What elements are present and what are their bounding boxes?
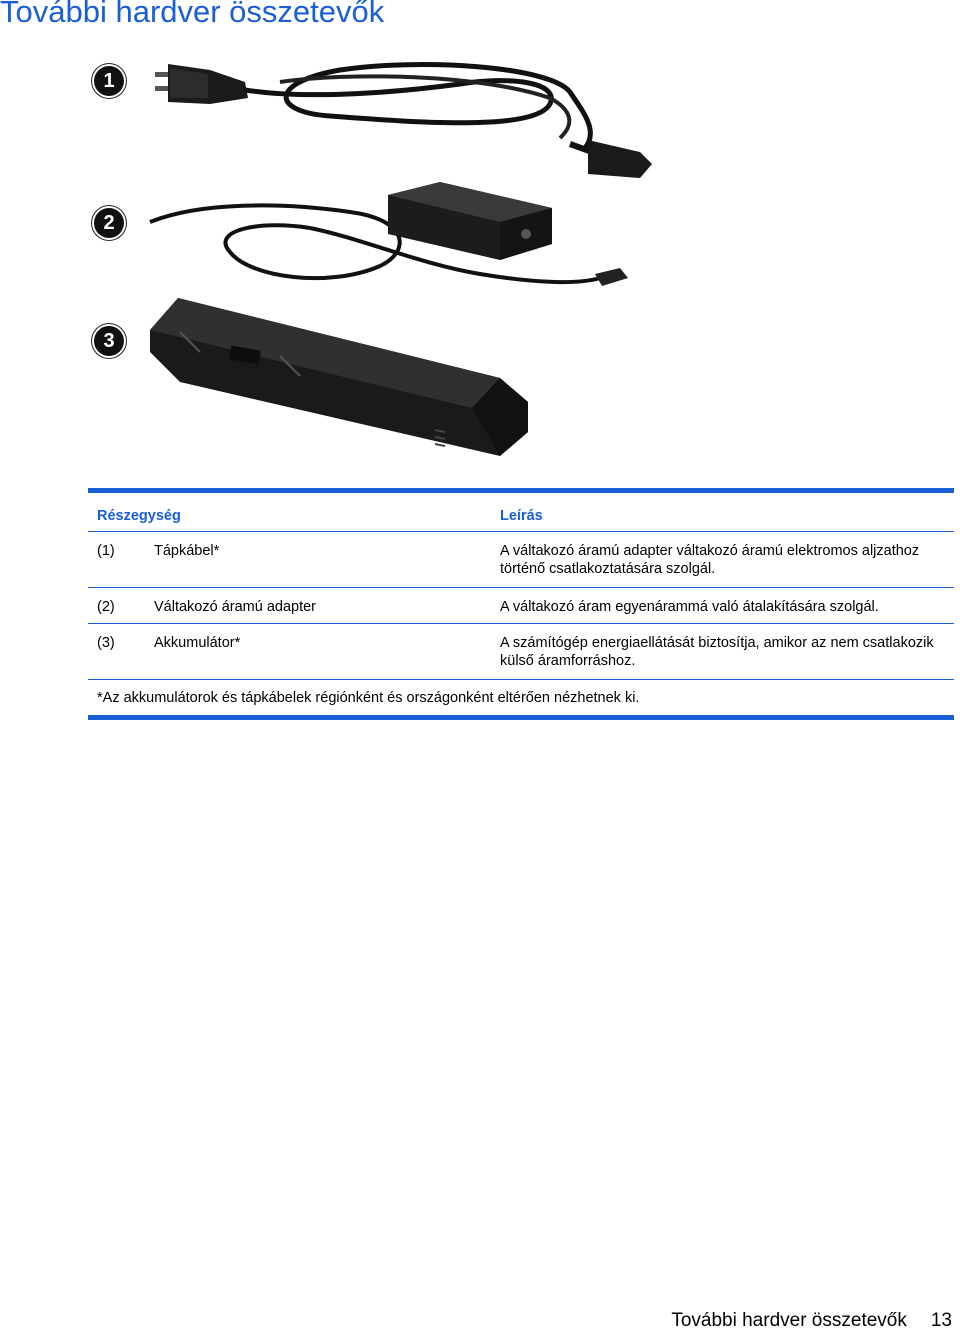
- header-description: Leírás: [500, 508, 543, 524]
- row-description: A számítógép energiaellátását biztosítja, amikor az nem csatlakozik külső áramforráshoz.: [500, 635, 934, 669]
- row-description: A váltakozó áram egyenárammá való átalakítására szolgál.: [500, 599, 879, 615]
- table-note: [88, 680, 954, 715]
- note-text: *Az akkumulátorok és tápkábelek régiónként és országonként eltérően nézhetnek ki.: [97, 690, 640, 706]
- row-number: (3): [97, 635, 115, 651]
- row-name: Váltakozó áramú adapter: [154, 599, 317, 615]
- row-description: A váltakozó áramú adapter váltakozó áramú elektromos aljzathoz történő csatlakoztatására szolgál.: [500, 543, 920, 577]
- battery-illustration: [150, 298, 528, 456]
- callout-2: 2: [94, 208, 124, 238]
- ac-adapter-illustration: [150, 182, 628, 286]
- row-number: (1): [97, 543, 115, 559]
- table-row: [88, 532, 954, 587]
- page-footer: [671, 1310, 952, 1332]
- table-row: [88, 588, 954, 623]
- row-name: Akkumulátor*: [154, 635, 241, 651]
- row-number: (2): [97, 599, 115, 615]
- table-bottom-rule: [88, 715, 954, 720]
- callout-1: 1: [94, 66, 124, 96]
- table-header-row: [88, 493, 954, 531]
- page-number: 13: [930, 1310, 952, 1331]
- table-row: [88, 624, 954, 679]
- callout-3: 3: [94, 326, 124, 356]
- footer-title: További hardver összetevők: [671, 1310, 907, 1331]
- power-cord-illustration: [155, 64, 652, 178]
- row-name: Tápkábel*: [154, 543, 220, 559]
- page-title: További hardver összetevők: [0, 0, 385, 29]
- hardware-figure: [80, 52, 680, 472]
- header-component: Részegység: [97, 508, 181, 524]
- components-table: [88, 488, 954, 720]
- hardware-illustration: [80, 52, 680, 472]
